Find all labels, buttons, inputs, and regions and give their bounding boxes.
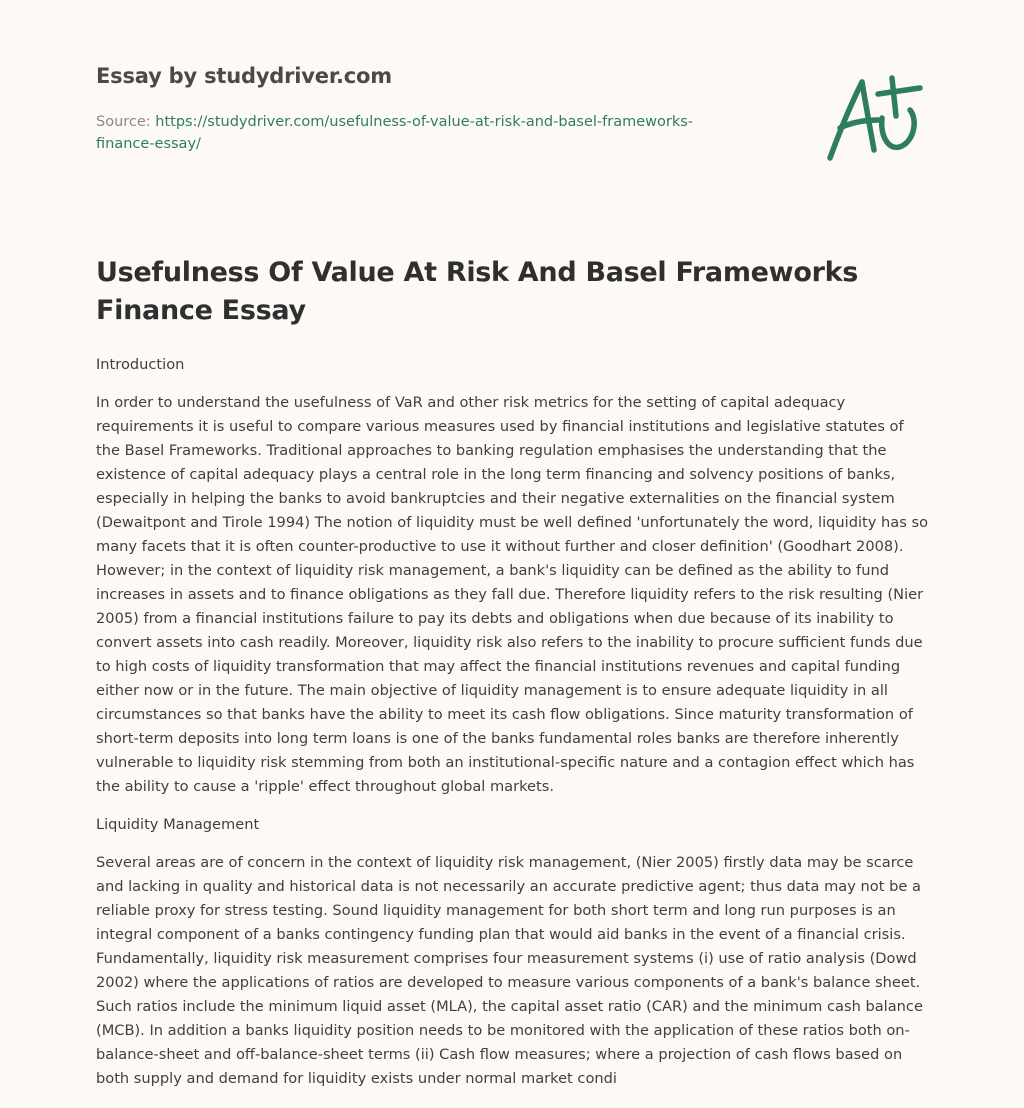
site-title: Essay by studydriver.com bbox=[96, 64, 392, 88]
source-label: Source: bbox=[96, 114, 151, 130]
essay-title: Usefulness Of Value At Risk And Basel Frameworks Finance Essay bbox=[96, 257, 859, 326]
a-plus-logo-icon bbox=[820, 66, 930, 166]
section-heading-introduction: Introduction bbox=[96, 356, 185, 373]
source-line bbox=[96, 111, 736, 155]
essay-body bbox=[96, 353, 930, 1105]
source-link[interactable]: https://studydriver.com/usefulness-of-value-at-risk-and-basel-frameworks-finance-essay/ bbox=[96, 114, 694, 152]
section-paragraph-liquidity-management: Several areas are of concern in the context of liquidity risk management, (Nier 2005) firstly data may be scarce and lacking in quality and historical data is not necessarily an accurate predictive agent; thus data may not be a reliable proxy for stress testing. Sound liquidity management for both short term and long run purposes is an integral component of a banks contingency funding plan that would aid banks in the event of a financial crisis. Fundamentally, liquidity risk measurement comprises four measurement systems (i) use of ratio analysis (Dowd 2002) where the applications of ratios are developed to measure various components of a bank's balance sheet. Such ratios include the minimum liquid asset (MLA), the capital asset ratio (CAR) and the minimum cash balance (MCB). In addition a banks liquidity position needs to be monitored with the application of these ratios both on-balance-sheet and off-balance-sheet terms (ii) Cash flow measures; where a projection of cash flows based on both supply and demand for liquidity exists under normal market condi bbox=[96, 854, 923, 1087]
section-heading-liquidity-management: Liquidity Management bbox=[96, 816, 260, 833]
section-paragraph-introduction: In order to understand the usefulness of VaR and other risk metrics for the setting of capital adequacy requirements it is useful to compare various measures used by financial institutions and legislative statutes of the Basel Frameworks. Traditional approaches to banking regulation emphasises the understanding that the existence of capital adequacy plays a central role in the long term financing and solvency positions of banks, especially in helping the banks to avoid bankruptcies and their negative externalities on the financial system (Dewaitpont and Tirole 1994) The notion of liquidity must be well defined 'unfortunately the word, liquidity has so many facets that it is often counter-productive to use it without further and closer definition' (Goodhart 2008). However; in the context of liquidity risk management, a bank's liquidity can be defined as the ability to fund increases in assets and to finance obligations as they fall due. Therefore liquidity refers to the risk resulting (Nier 2005) from a financial institutions failure to pay its debts and obligations when due because of its inability to convert assets into cash readily. Moreover, liquidity risk also refers to the inability to procure sufficient funds due to high costs of liquidity transformation that may affect the financial institutions revenues and capital funding either now or in the future. The main objective of liquidity management is to ensure adequate liquidity in all circumstances so that banks have the ability to meet its cash flow obligations. Since maturity transformation of short-term deposits into long term loans is one of the banks fundamental roles banks are therefore inherently vulnerable to liquidity risk stemming from both an institutional-specific nature and a contagion effect which has the ability to cause a 'ripple' effect throughout global markets. bbox=[96, 394, 928, 795]
